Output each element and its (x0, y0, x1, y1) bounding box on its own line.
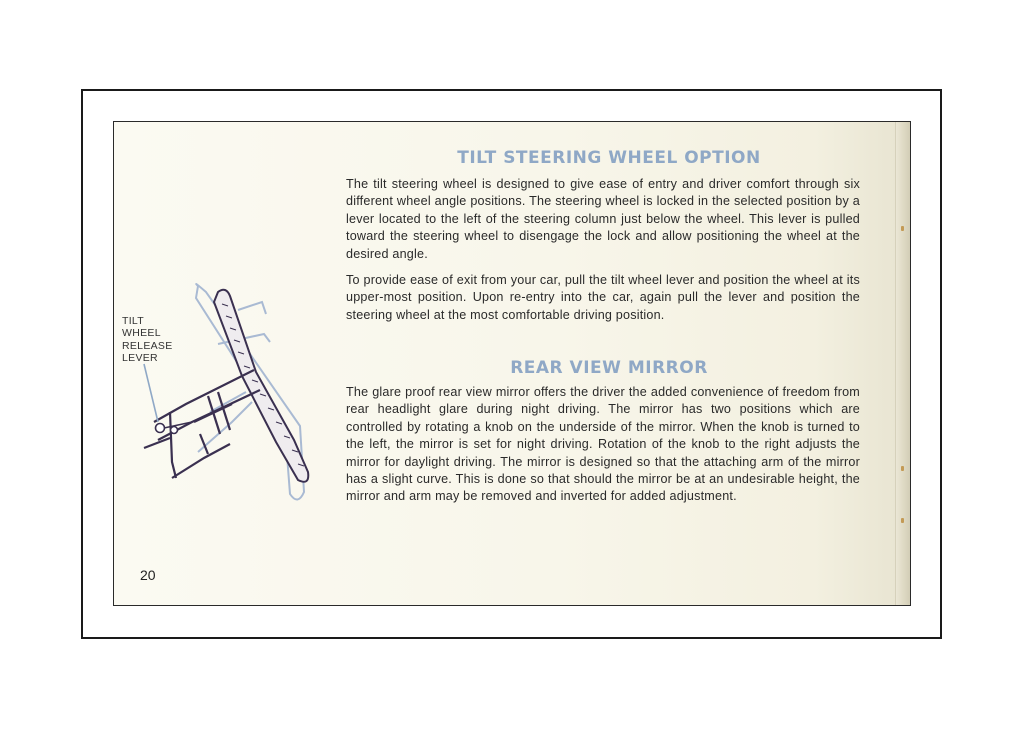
steering-column-illustration (114, 272, 334, 512)
rear-view-mirror-paragraph: The glare proof rear view mirror offers the driver the added convenience of freedom from rear headlight glare during night driving. The mirror has two positions which are controlled by rotating a knob on the underside of the mirror. When the knob is turned to the left, the mirror is set for night driving. Rotation of the knob to the right adjusts the mirror for daylight driving. The mirror is designed so that the attaching arm of the mirror has a slight curve. This is done so that should the mirror be at an undesirable height, the mirror and arm may be removed and inverted for added adjustment. (346, 385, 860, 504)
label-line-4: LEVER (122, 351, 158, 364)
label-line-2: WHEEL (122, 327, 161, 340)
manual-page (113, 121, 911, 606)
binding-mark (901, 226, 904, 231)
page-number: 20 (140, 567, 156, 583)
label-line-3: RELEASE (122, 339, 173, 352)
label-line-1: TILT (122, 315, 145, 327)
rear-view-mirror-heading: REAR VIEW MIRROR (510, 358, 708, 378)
page-gutter-edge (895, 122, 910, 605)
tilt-steering-paragraph-1: The tilt steering wheel is designed to give ease of entry and driver comfort through six different wheel angle positions. The steering wheel is locked in the selected position by a lever located to the left of the steering column just below the wheel. This lever is pulled toward the steering wheel to disengage the lock and allow positioning the wheel at the desired angle. (346, 177, 860, 261)
tilt-steering-paragraph-2: To provide ease of exit from your car, pull the tilt wheel lever and position the wheel at its upper-most position. Upon re-entry into the car, again pull the lever and position the steering wheel at the most comfortable driving position. (346, 273, 860, 322)
tilt-steering-heading: TILT STEERING WHEEL OPTION (457, 148, 761, 168)
binding-mark (901, 466, 904, 471)
binding-mark (901, 518, 904, 523)
